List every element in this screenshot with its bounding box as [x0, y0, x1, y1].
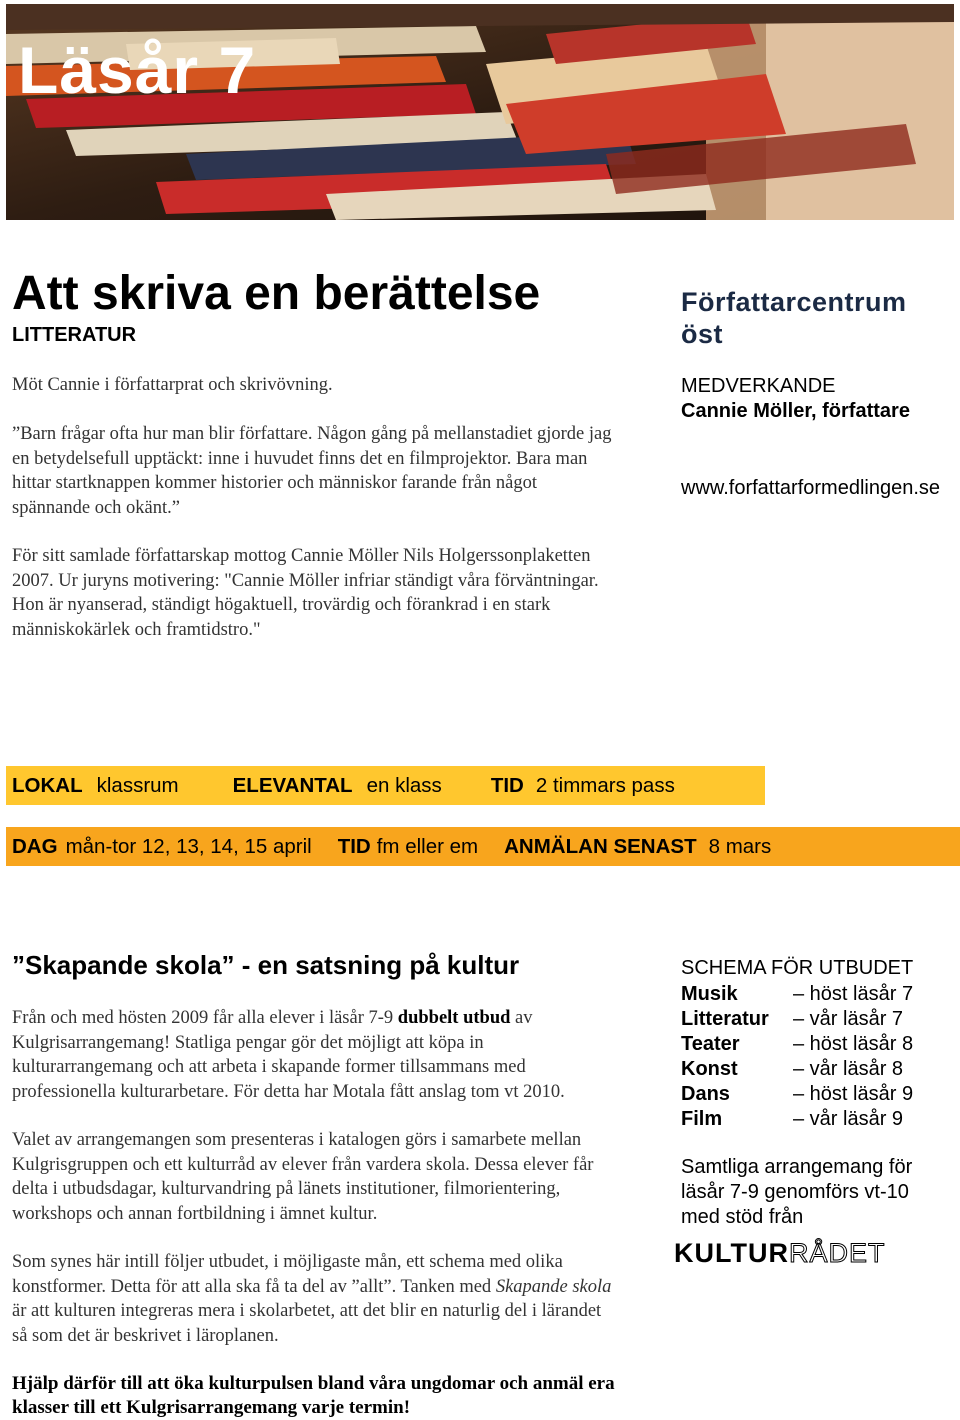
tid-value-2: fm eller em — [376, 834, 479, 858]
schema-term: – höst läsår 9 — [793, 1083, 914, 1105]
event-category: LITTERATUR — [12, 324, 137, 346]
elevantal-label: ELEVANTAL — [232, 773, 353, 797]
section-paragraph-2: Valet av arrangemangen som presenteras i katalogen görs i samarbete mellan Kulgrisgruppen och ett kulturråd av elever från vardera skola. Dessa elever får delta i utbudsdagar, kulturvandring på länets institutioner, filmorientering, workshops och annan fortbildning i ämnet kultur. — [12, 1130, 594, 1224]
website-link[interactable]: www.forfattarformedlingen.se — [681, 477, 941, 499]
section-paragraph-1 — [12, 1006, 617, 1104]
schema-art: Musik — [681, 983, 738, 1005]
dag-value: mån-tor 12, 13, 14, 15 april — [65, 834, 312, 858]
schema-art: Konst — [681, 1058, 738, 1080]
dag-label: DAG — [12, 834, 58, 858]
schema-art: Litteratur — [681, 1008, 769, 1030]
header-photo — [6, 4, 954, 220]
schema-term: – vår läsår 8 — [793, 1058, 904, 1080]
participants-label: MEDVERKANDE — [681, 375, 836, 397]
schema-art: Dans — [681, 1083, 730, 1105]
intro-paragraph: Möt Cannie i författarprat och skrivövning. — [12, 375, 333, 395]
organizer-name: Författarcentrum öst — [681, 287, 907, 349]
tid-value: 2 timmars pass — [535, 773, 675, 797]
lokal-label: LOKAL — [12, 773, 83, 797]
p1-text-start: Från och med hösten 2009 får alla elever i läsår 7-9 — [12, 1008, 398, 1028]
schema-term: – höst läsår 7 — [793, 983, 914, 1005]
p3-text-start: Som synes här intill följer utbudet, i möjligaste mån, ett schema med olika konstformer. Detta för att alla ska få ta del av ”allt”. Tanken med — [12, 1252, 563, 1297]
schema-heading: SCHEMA FÖR UTBUDET — [681, 957, 914, 979]
quote-paragraph: ”Barn frågar ofta hur man blir författare. Någon gång på mellanstadiet gjorde jag en betydelsefull upptäckt: inne i huvudet finns det en filmprojektor. Bara man hittar startknappen kommer historier och människor farande från något spännande och okänt.” — [12, 424, 612, 518]
section-paragraph-3 — [12, 1250, 617, 1348]
schema-art: Film — [681, 1108, 723, 1130]
grade-title: Läsår 7 — [18, 33, 257, 107]
schema-list — [681, 982, 951, 1132]
call-to-action: Hjälp därför till att öka kulturpulsen bland våra ungdomar och anmäl era klasser till ett Kulgrisarrangemang varje termin! — [12, 1373, 615, 1418]
logo-part-1: KULTUR — [674, 1238, 789, 1268]
schema-term: – vår läsår 7 — [793, 1008, 904, 1030]
date-info-bar — [6, 827, 960, 866]
schema-row — [681, 1057, 951, 1082]
anmalan-label: ANMÄLAN SENAST — [504, 834, 697, 858]
schema-row — [681, 1107, 951, 1132]
event-title: Att skriva en berättelse — [12, 267, 541, 320]
anmalan-value: 8 mars — [708, 834, 772, 858]
schema-art: Teater — [681, 1033, 740, 1055]
schema-term: – höst läsår 8 — [793, 1033, 914, 1055]
p3-italic: Skapande skola — [495, 1276, 612, 1297]
lokal-value: klassrum — [96, 773, 179, 797]
schema-row — [681, 1007, 951, 1032]
funding-note: Samtliga arrangemang för läsår 7-9 genomförs vt-10 med stöd från — [681, 1156, 913, 1228]
schema-row — [681, 982, 951, 1007]
elevantal-value: en klass — [366, 773, 442, 797]
p1-emphasis: dubbelt utbud — [397, 1008, 511, 1028]
schema-term: – vår läsår 9 — [793, 1108, 904, 1130]
prize-paragraph: För sitt samlade författarskap mottog Cannie Möller Nils Holgerssonplaketten 2007. Ur juryns motivering: "Cannie Möller infriar ständigt våra förväntningar. Hon är nyanserad, ständigt högaktuell, trovärdig och förankrad i en stark människokärlek och framtidstro." — [12, 546, 599, 640]
section-title: ”Skapande skola” - en satsning på kultur — [12, 950, 520, 980]
p1-text-end: av Kulgrisarrangemang! Statliga pengar gör det möjligt att köpa in kulturarrangemang och att arbeta i skapande former tillsammans med professionella kulturarbetare. För detta har Motala fått anslag tom vt 2010. — [12, 1008, 565, 1102]
schema-row — [681, 1032, 951, 1057]
logo-part-2: RÅDET — [788, 1238, 886, 1268]
venue-info-bar — [6, 766, 765, 805]
tid-label: TID — [490, 773, 524, 797]
schema-row — [681, 1082, 951, 1107]
p3-text-end: är att kulturen integreras mera i skolarbetet, att det blir en naturlig del i lärandet så som det är beskrivet i läroplanen. — [12, 1301, 602, 1346]
participant-name: Cannie Möller, författare — [681, 400, 910, 422]
tid-label-2: TID — [337, 834, 371, 858]
kulturradet-logo — [674, 1238, 886, 1269]
